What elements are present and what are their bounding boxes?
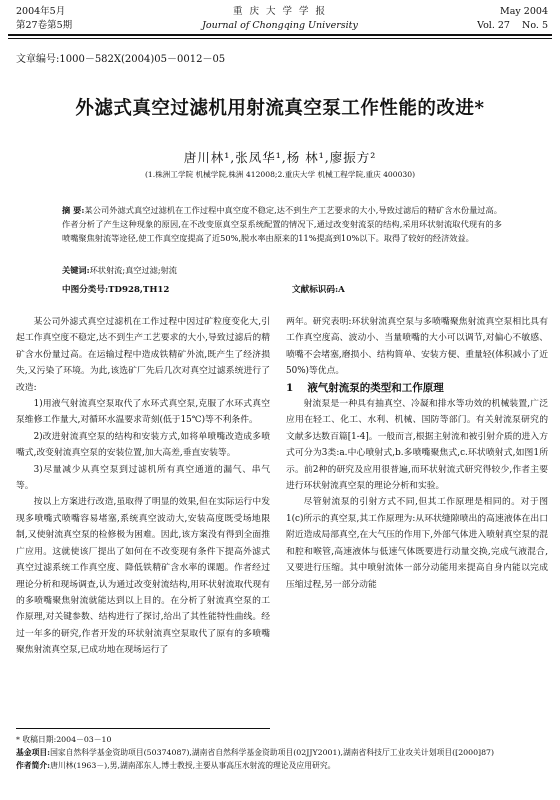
footnote-rule — [16, 728, 270, 729]
keywords — [62, 265, 502, 276]
header-volume-en: Vol. 27 No. 5 — [477, 20, 548, 31]
section-title: 液气射流泵的类型和工作原理 — [307, 381, 444, 394]
section-heading — [286, 380, 548, 396]
paragraph: 两年。研究表明:环状射流真空泵与多喷嘴聚焦射流真空泵相比具有工作真空度高、波动小、当量喷嘴的大小可以调节,对偏心不敏感、喷嘴不会堵塞,磨损小、结构简单、安装方便、重量轻(体积减小了近50%)等优点。 — [286, 317, 548, 377]
document-code: 文献标识码:A — [292, 285, 345, 295]
header-journal-cn: 重 庆 大 学 学 报 — [232, 6, 328, 17]
footnote-author-text: 唐川林(1963－),男,湖南邵东人,博士教授,主要从事高压水射流的理论及应用研究。 — [50, 761, 336, 770]
right-column — [286, 314, 548, 593]
paragraph: 3)尽量减少从真空泵到过滤机所有真空通道的漏气、串气等。 — [16, 464, 270, 492]
abstract-label: 摘 要: — [62, 205, 85, 215]
header-rule-thin — [8, 38, 552, 39]
footnote-author — [16, 759, 546, 772]
paper-affiliations: (1.株洲工学院 机械学院,株洲 412008;2.重庆大学 机械工程学院,重庆 400030) — [144, 170, 416, 179]
article-number: 文章编号:1000－582X(2004)05－0012－05 — [16, 54, 226, 65]
paragraph: 1)用液气射流真空泵取代了水环式真空泵,克服了水环式真空泵维修工作量大,对循环水温要求苛刻(低于15℃)等不利条件。 — [16, 399, 270, 426]
section-number: 1 — [286, 381, 294, 394]
classification-code: 中图分类号:TD928,TH12 — [62, 285, 170, 295]
paragraph: 某公司外滤式真空过滤机在工作过程中因过矿粒度变化大,引起工作真空度不稳定,达不到生产工艺要求的大小,导致过滤后的精矿含水份量过高。在运输过程中造成铁精矿外流,既产生了经济损失,又污染了环境。为此,该选矿厂先后几次对真空过滤系统进行了改造: — [16, 317, 270, 393]
header-volume-cn: 第27卷第5期 — [16, 20, 73, 31]
paragraph: 射流泵是一种具有抽真空、冷凝和排水等功效的机械装置,广泛应用在轻工、化工、水利、机械、国防等部门。有关射流泵研究的文献多达数百篇[1-4]。一般而言,根据主射流和被引射介质的进入方式可分为3类:a.中心喷射式,b.多喷嘴聚焦式,c.环状喷射式,如图1所示。前2种的研究及应用很普遍,而环状射流式研究得较少,作者主要进行环状射流真空泵的理论分析和实验。 — [286, 399, 548, 492]
footnote-fund — [16, 746, 546, 759]
header-journal-en: Journal of Chongqing University — [202, 20, 358, 31]
paragraph: 按以上方案进行改造,虽取得了明显的效果,但在实际运行中发现多喷嘴式喷嘴容易堵塞,系统真空波动大,安装高度既受场地限制,又使射流真空泵的检修极为困难。因此,该方案没有得到全面推广应用。这就使该厂提出了如何在不改变现有条件下提高外滤式真空过滤系统工作真空度、降低铁精矿含水率的课题。作者经过理论分析和现场调查,认为通过改变射流结构,用环状射流取代现有的多喷嘴聚焦射流就能达到以上目的。在分析了射流真空泵的工作原理,对关键参数、结构进行了探讨,给出了其性能特性曲线。经过一年多的研究,作者开发的环状射流真空泵取代了原有的多喷嘴聚焦射流真空泵,已成功地在现场运行了 — [16, 497, 270, 656]
paragraph: 尽管射流泵的引射方式不同,但其工作原理是相同的。对于图1(c)所示的真空泵,其工作原理为:从环状缝隙喷出的高速液体在出口附近造成局部真空,在大气压的作用下,外部气体进入喷射真空泵的混和腔和喉管,高速液体与低速气体既要进行动量交换,完成气液混合,又要进行压缩。其中喷射流体一部分动能用来提高自身内能以完成压缩过程,另一部分动能 — [286, 497, 548, 590]
abstract-text: 某公司外滤式真空过滤机在工作过程中真空度不稳定,达不到生产工艺要求的大小,导致过滤后的精矿含水份量过高。作者分析了产生这种现象的原因,在不改变原真空泵系统配置的情况下,通过改变射流泵的结构,采用环状射流取代现有的多喷嘴聚焦射流等途径,使工作真空度提高了近50%,脱水率由原来的11%提高到10%以下。取得了较好的经济效益。 — [62, 205, 502, 243]
footnote-received: * 收稿日期:2004－03－10 — [16, 735, 112, 744]
keywords-text: 环状射流;真空过滤;射流 — [89, 265, 177, 275]
footnote-fund-text: 国家自然科学基金资助项目(50374087),湖南省自然科学基金资助项目(02JJY2001),湖南省科技厅工业攻关计划项目([2000]87) — [50, 748, 495, 757]
header-date-cn: 2004年5月 — [16, 6, 66, 17]
left-column — [16, 314, 270, 659]
footnote-fund-label: 基金项目: — [16, 748, 51, 757]
keywords-label: 关键词: — [62, 265, 90, 275]
paper-title: 外滤式真空过滤机用射流真空泵工作性能的改进* — [75, 98, 485, 119]
paragraph: 2)改进射流真空泵的结构和安装方式,如将单喷嘴改造成多喷嘴式,改变射流真空泵的安装位置,加大高差,垂直安装等。 — [16, 431, 270, 459]
header-date-en: May 2004 — [500, 6, 548, 17]
footnote-author-label: 作者简介: — [16, 761, 51, 770]
footnote — [16, 733, 546, 772]
paper-authors: 唐川林¹,张凤华¹,杨 林¹,廖振方² — [183, 150, 377, 165]
header-rule — [8, 34, 552, 36]
abstract — [62, 203, 502, 245]
